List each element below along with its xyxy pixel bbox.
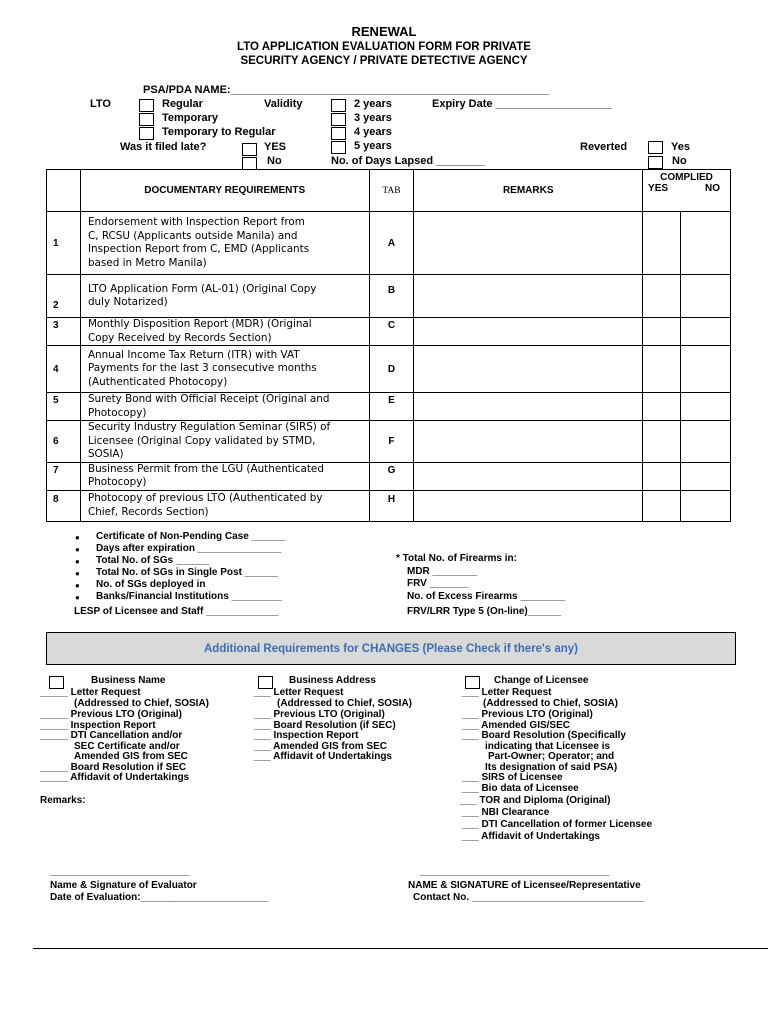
row-number: 8 xyxy=(47,490,81,521)
ba-affidavit[interactable]: ___ Affidavit of Undertakings xyxy=(254,751,392,762)
validity-label: Validity xyxy=(264,98,303,110)
psa-pda-name-field[interactable]: PSA/PDA NAME:____________________________________________________ xyxy=(143,84,549,96)
table-row xyxy=(47,421,731,463)
requirement-line: Payments for the last 3 consecutive months xyxy=(87,362,317,375)
requirement-line: Annual Income Tax Return (ITR) with VAT xyxy=(87,348,300,361)
frv-lrr-field[interactable]: FRV/LRR Type 5 (On-line)______ xyxy=(407,606,562,617)
bullet-icon: ● xyxy=(75,545,80,554)
cl-previous-lto[interactable]: ___ Previous LTO (Original) xyxy=(462,709,593,720)
validity-3-years-label: 3 years xyxy=(354,112,392,124)
mdr-field[interactable]: MDR ________ xyxy=(407,566,478,577)
requirement-line: Inspection Report from C, EMD (Applicants xyxy=(87,243,310,255)
days-lapsed-field[interactable]: No. of Days Lapsed ________ xyxy=(331,155,486,167)
validity-5-years-checkbox[interactable] xyxy=(331,141,346,154)
ba-addressed-to: (Addressed to Chief, SOSIA) xyxy=(277,698,413,709)
licensee-signature-line[interactable]: __________________________________ xyxy=(420,866,610,877)
tab-letter: A xyxy=(369,212,414,275)
tab-letter: H xyxy=(369,490,414,521)
row-number: 5 xyxy=(47,393,81,421)
cl-nbi-clearance[interactable]: ___ NBI Clearance xyxy=(462,807,550,818)
days-after-expiration-field[interactable]: Days after expiration _______________ xyxy=(96,543,282,554)
complied-no-cell[interactable] xyxy=(681,275,731,318)
bn-sec-certificate: SEC Certificate and/or xyxy=(74,741,180,752)
complied-header xyxy=(643,170,731,212)
tab-header: TAB xyxy=(369,170,414,212)
tab-letter: E xyxy=(369,393,414,421)
complied-no-cell[interactable] xyxy=(681,393,731,421)
expiry-date-field[interactable]: Expiry Date ___________________ xyxy=(432,98,612,110)
requirement-text xyxy=(80,393,369,421)
table-row xyxy=(47,346,731,393)
complied-yes-cell[interactable] xyxy=(643,318,681,346)
reverted-yes-checkbox[interactable] xyxy=(648,141,663,154)
filed-late-yes-label: YES xyxy=(264,141,287,153)
filed-late-yes-checkbox[interactable] xyxy=(242,143,257,156)
requirement-text xyxy=(80,212,369,275)
contact-number-field[interactable]: Contact No. _______________________________ xyxy=(413,892,645,903)
complied-no-header: NO xyxy=(705,183,720,194)
table-row xyxy=(47,318,731,346)
tab-letter: G xyxy=(369,462,414,490)
cl-bio-data[interactable]: ___ Bio data of Licensee xyxy=(462,783,579,794)
remarks-cell[interactable] xyxy=(414,393,643,421)
lto-temporary-checkbox[interactable] xyxy=(139,113,154,126)
complied-no-cell[interactable] xyxy=(681,462,731,490)
bn-addressed-to: (Addressed to Chief, SOSIA) xyxy=(74,698,210,709)
requirement-text xyxy=(80,490,369,521)
requirement-line: Monthly Disposition Report (MDR) (Original xyxy=(87,318,312,330)
cl-board-resolution[interactable]: ___ Board Resolution (Specifically xyxy=(462,730,626,741)
bullet-icon: ● xyxy=(75,557,80,566)
requirement-text xyxy=(80,318,369,346)
bn-board-resolution[interactable]: _____ Board Resolution if SEC xyxy=(40,762,187,773)
row-number: 4 xyxy=(47,346,81,393)
footer-divider xyxy=(33,948,768,949)
cl-indicating: indicating that Licensee is xyxy=(485,741,611,752)
tab-letter: B xyxy=(369,275,414,318)
sgs-single-post-field[interactable]: Total No. of SGs in Single Post ______ xyxy=(96,567,279,578)
requirement-line: Business Permit from the LGU (Authenticated xyxy=(87,462,324,475)
remarks-cell[interactable] xyxy=(414,275,643,318)
complied-label: COMPLIED xyxy=(660,172,713,183)
bn-previous-lto[interactable]: _____ Previous LTO (Original) xyxy=(40,709,182,720)
complied-no-cell[interactable] xyxy=(681,212,731,275)
lto-temporary-label: Temporary xyxy=(162,112,219,124)
reverted-yes-label: Yes xyxy=(671,141,690,153)
ba-previous-lto[interactable]: ___ Previous LTO (Original) xyxy=(254,709,385,720)
num-header xyxy=(47,170,81,212)
remarks-header: REMARKS xyxy=(414,170,643,212)
firearms-title: * Total No. of Firearms in: xyxy=(396,553,517,564)
cl-letter-request[interactable]: ___ Letter Request xyxy=(462,687,552,698)
cl-affidavit[interactable]: ___ Affidavit of Undertakings xyxy=(462,831,600,842)
change-licensee-title: Change of Licensee xyxy=(494,675,589,686)
table-row xyxy=(47,393,731,421)
bn-letter-request[interactable]: _____ Letter Request xyxy=(40,687,141,698)
row-number: 7 xyxy=(47,462,81,490)
requirement-line: LTO Application Form (AL-01) (Original Copy xyxy=(87,282,317,295)
remarks-cell[interactable] xyxy=(414,212,643,275)
bn-dti-cancellation[interactable]: _____ DTI Cancellation and/or xyxy=(40,730,183,741)
bn-inspection-report[interactable]: _____ Inspection Report xyxy=(40,720,156,731)
cl-addressed-to: (Addressed to Chief, SOSIA) xyxy=(483,698,619,709)
lto-label: LTO xyxy=(90,98,111,110)
banks-institutions-field[interactable]: Banks/Financial Institutions _________ xyxy=(96,591,282,602)
complied-yes-cell[interactable] xyxy=(643,462,681,490)
evaluator-signature-label: Name & Signature of Evaluator xyxy=(50,880,197,891)
row-number: 6 xyxy=(47,421,81,463)
total-sgs-field[interactable]: Total No. of SGs ______ xyxy=(96,555,210,566)
tab-letter: D xyxy=(369,346,414,393)
reverted-no-checkbox[interactable] xyxy=(648,156,663,169)
table-row xyxy=(47,462,731,490)
complied-no-cell[interactable] xyxy=(681,346,731,393)
cl-dti-cancellation[interactable]: ___ DTI Cancellation of former Licensee xyxy=(462,819,653,830)
requirement-text xyxy=(80,462,369,490)
table-row xyxy=(47,212,731,275)
validity-2-years-checkbox[interactable] xyxy=(331,99,346,112)
validity-2-years-label: 2 years xyxy=(354,98,392,110)
requirement-line: Licensee (Original Copy validated by STMD, xyxy=(87,434,316,447)
ba-inspection-report[interactable]: ___ Inspection Report xyxy=(254,730,359,741)
requirement-line: Photocopy of previous LTO (Authenticated by xyxy=(87,492,323,504)
frv-field[interactable]: FRV _______ xyxy=(407,578,469,589)
remarks-cell[interactable] xyxy=(414,318,643,346)
validity-4-years-checkbox[interactable] xyxy=(331,127,346,140)
complied-no-cell[interactable] xyxy=(681,490,731,521)
filed-late-no-label: No xyxy=(267,155,282,167)
complied-no-cell[interactable] xyxy=(681,421,731,463)
validity-3-years-checkbox[interactable] xyxy=(331,113,346,126)
complied-yes-cell[interactable] xyxy=(643,421,681,463)
complied-no-cell[interactable] xyxy=(681,318,731,346)
lesp-field[interactable]: LESP of Licensee and Staff _____________ xyxy=(74,606,279,617)
requirement-line: Security Industry Regulation Seminar (SIRS) of xyxy=(87,421,331,433)
complied-yes-cell[interactable] xyxy=(643,490,681,521)
business-name-title: Business Name xyxy=(91,675,166,686)
row-number: 3 xyxy=(47,318,81,346)
requirement-line: duly Notarized) xyxy=(87,296,168,308)
evaluator-signature-line[interactable]: _________________________ xyxy=(50,866,190,877)
documentary-requirements-table xyxy=(46,169,731,522)
complied-yes-cell[interactable] xyxy=(643,346,681,393)
requirement-line: Surety Bond with Official Receipt (Original and xyxy=(87,393,330,405)
remarks-cell[interactable] xyxy=(414,346,643,393)
changes-banner: Additional Requirements for CHANGES (Please Check if there's any) xyxy=(46,632,736,665)
remarks-cell[interactable] xyxy=(414,462,643,490)
requirement-text xyxy=(80,421,369,463)
requirement-line: Chief, Records Section) xyxy=(87,505,209,518)
requirement-line: Copy Received by Records Section) xyxy=(87,331,272,344)
requirement-line: based in Metro Manila) xyxy=(87,256,207,269)
licensee-signature-label: NAME & SIGNATURE of Licensee/Representative xyxy=(408,880,641,891)
requirement-line: (Authenticated Photocopy) xyxy=(87,375,228,388)
requirement-text xyxy=(80,275,369,318)
validity-5-years-label: 5 years xyxy=(354,140,392,152)
requirements-header: DOCUMENTARY REQUIREMENTS xyxy=(80,170,369,212)
row-number: 1 xyxy=(47,212,81,275)
lto-regular-checkbox[interactable] xyxy=(139,99,154,112)
filed-late-label: Was it filed late? xyxy=(120,141,207,153)
requirement-line: SOSIA) xyxy=(87,448,124,460)
cl-sirs[interactable]: ___ SIRS of Licensee xyxy=(462,772,563,783)
lto-regular-label: Regular xyxy=(162,98,203,110)
table-header-row xyxy=(47,170,731,212)
form-title: RENEWAL xyxy=(351,24,417,39)
complied-yes-header: YES xyxy=(648,183,669,194)
bn-affidavit[interactable]: _____ Affidavit of Undertakings xyxy=(40,772,190,783)
complied-yes-cell[interactable] xyxy=(643,275,681,318)
form-subtitle-line2: SECURITY AGENCY / PRIVATE DETECTIVE AGENCY xyxy=(240,55,528,67)
remarks-label: Remarks: xyxy=(40,795,86,806)
requirement-line: Photocopy) xyxy=(87,406,147,419)
row-number: 2 xyxy=(47,275,81,318)
tab-letter: F xyxy=(369,421,414,463)
bullet-icon: ● xyxy=(75,593,80,602)
evaluation-date-field[interactable]: Date of Evaluation:_______________________ xyxy=(50,892,269,903)
form-subtitle-line1: LTO APPLICATION EVALUATION FORM FOR PRIVATE xyxy=(237,41,531,53)
requirement-text xyxy=(80,346,369,393)
validity-4-years-label: 4 years xyxy=(354,126,392,138)
lto-temporary-to-regular-label: Temporary to Regular xyxy=(162,126,276,138)
complied-yes-cell[interactable] xyxy=(643,212,681,275)
requirement-line: Photocopy) xyxy=(87,476,147,488)
ba-amended-gis[interactable]: ___ Amended GIS from SEC xyxy=(254,741,387,752)
table-row xyxy=(47,275,731,318)
cl-designation: Its designation of said PSA) xyxy=(485,762,618,773)
remarks-cell[interactable] xyxy=(414,490,643,521)
complied-yes-cell[interactable] xyxy=(643,393,681,421)
tab-letter: C xyxy=(369,318,414,346)
requirement-line: C, RCSU (Applicants outside Manila) and xyxy=(87,229,298,242)
reverted-no-label: No xyxy=(672,155,687,167)
non-pending-case-field[interactable]: Certificate of Non-Pending Case ______ xyxy=(96,531,285,542)
bullet-icon: ● xyxy=(75,533,80,542)
sgs-deployed-label: No. of SGs deployed in xyxy=(96,579,206,590)
ba-letter-request[interactable]: ___ Letter Request xyxy=(254,687,344,698)
bn-amended-gis: Amended GIS from SEC xyxy=(74,751,188,762)
bullet-icon: ● xyxy=(75,569,80,578)
bullet-icon: ● xyxy=(75,581,80,590)
cl-tor-diploma[interactable]: ___ TOR and Diploma (Original) xyxy=(460,795,611,806)
remarks-cell[interactable] xyxy=(414,421,643,463)
table-row xyxy=(47,490,731,521)
requirement-line: Endorsement with Inspection Report from xyxy=(87,216,305,228)
business-address-title: Business Address xyxy=(289,675,376,686)
cl-amended-gis[interactable]: ___ Amended GIS/SEC xyxy=(462,720,570,731)
excess-firearms-field[interactable]: No. of Excess Firearms ________ xyxy=(407,591,565,602)
ba-board-resolution[interactable]: ___ Board Resolution (if SEC) xyxy=(254,720,396,731)
lto-temporary-to-regular-checkbox[interactable] xyxy=(139,127,154,140)
reverted-label: Reverted xyxy=(580,141,628,153)
cl-part-owner: Part-Owner; Operator; and xyxy=(488,751,615,762)
